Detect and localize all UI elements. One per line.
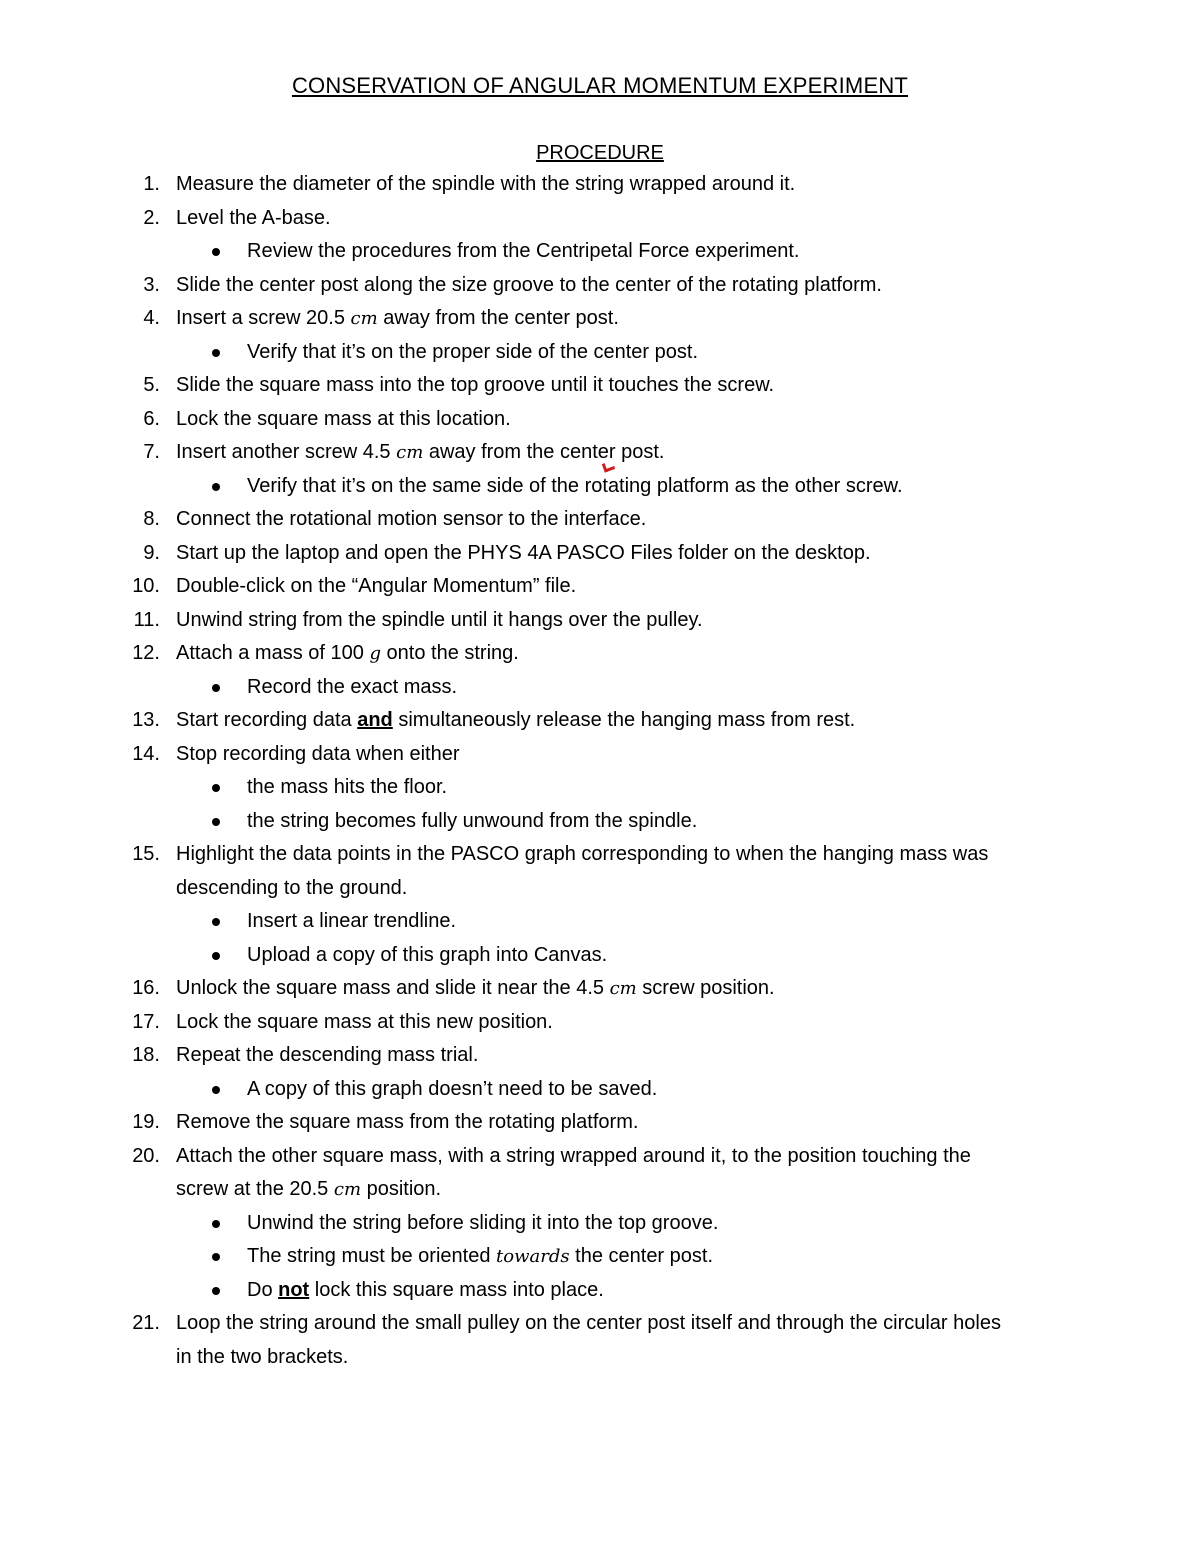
bullet-icon	[212, 918, 220, 926]
line-text: Remove the square mass from the rotating platform.	[176, 1111, 639, 1133]
text-segment: Do	[247, 1278, 279, 1301]
bullet-icon	[212, 1287, 220, 1295]
line-text: Measure the diameter of the spindle with the string wrapped around it.	[176, 173, 796, 195]
step-number: 17.	[132, 1010, 160, 1033]
text-segment: lock this square mass into place.	[309, 1278, 604, 1301]
line-text: Highlight the data points in the PASCO graph corresponding to when the hanging mass was	[176, 843, 989, 865]
bullet-icon	[212, 1253, 220, 1261]
line-text: Record the exact mass.	[247, 675, 458, 698]
text-segment: away from the center post.	[423, 441, 665, 463]
procedure-step	[0, 369, 1200, 403]
line-text: Slide the center post along the size groove to the center of the rotating platform.	[176, 273, 882, 296]
bullet-line	[0, 671, 1200, 705]
bullet-icon	[212, 1086, 220, 1094]
procedure-step	[0, 403, 1200, 437]
line-text: Double-click on the “Angular Momentum” file.	[176, 575, 577, 597]
line-text	[247, 1240, 713, 1274]
step-number: 11.	[133, 608, 160, 631]
text-segment: onto the string.	[380, 642, 519, 664]
bullet-icon	[212, 952, 220, 960]
text-segment: Unlock the square mass and slide it near the 4.5	[176, 977, 610, 999]
text-segment: screw position.	[636, 977, 775, 999]
emphasis-term: not	[278, 1278, 310, 1301]
line-text	[176, 302, 619, 336]
text-segment: Attach a mass of 100	[176, 642, 370, 664]
italic-term: cm	[350, 308, 378, 329]
bullet-line	[0, 235, 1200, 269]
line-text: the mass hits the floor.	[247, 776, 448, 798]
text-segment: Start recording data	[176, 709, 358, 731]
bullet-line	[0, 1274, 1200, 1308]
bullet-icon	[212, 818, 220, 826]
line-text	[176, 972, 775, 1006]
procedure-step	[0, 604, 1200, 638]
step-number: 19.	[132, 1111, 160, 1133]
line-text: Unwind the string before sliding it into the top groove.	[247, 1211, 719, 1234]
procedure-step	[0, 269, 1200, 303]
procedure-step	[0, 838, 1200, 872]
bullet-icon	[212, 784, 220, 792]
text-segment: away from the center post.	[377, 307, 619, 329]
line-text: Lock the square mass at this new position.	[176, 1010, 553, 1033]
bullet-icon	[212, 684, 220, 692]
line-text: A copy of this graph doesn’t need to be saved.	[247, 1077, 658, 1100]
italic-term: cm	[333, 1179, 362, 1200]
text-segment: position.	[361, 1178, 442, 1200]
line-text: Loop the string around the small pulley on the center post itself and through the circular holes	[176, 1312, 1001, 1334]
bullet-icon	[212, 1220, 220, 1228]
procedure-step	[0, 503, 1200, 537]
line-text: Level the A-base.	[176, 206, 331, 229]
line-text	[247, 1274, 604, 1308]
procedure-list	[0, 168, 1200, 1374]
line-text: Verify that it’s on the same side of the rotating platform as the other screw.	[247, 474, 903, 497]
procedure-step	[0, 637, 1200, 671]
line-text: in the two brackets.	[176, 1345, 349, 1368]
line-text: Start up the laptop and open the PHYS 4A PASCO Files folder on the desktop.	[176, 541, 871, 564]
procedure-step	[0, 704, 1200, 738]
bullet-icon	[212, 349, 220, 357]
line-text: Attach the other square mass, with a string wrapped around it, to the position touching the	[176, 1144, 971, 1167]
bullet-line	[0, 805, 1200, 839]
step-number: 5.	[143, 374, 160, 396]
text-segment: Insert a screw 20.5	[176, 307, 351, 329]
procedure-step	[0, 1039, 1200, 1073]
italic-term: towards	[496, 1246, 570, 1267]
step-number: 12.	[132, 642, 160, 664]
emphasis-term: and	[357, 709, 393, 731]
line-text: Review the procedures from the Centripetal Force experiment.	[247, 240, 800, 262]
step-number: 2.	[143, 206, 160, 229]
line-text: Insert a linear trendline.	[247, 910, 457, 932]
bullet-line	[0, 1073, 1200, 1107]
text-segment: Insert another screw 4.5	[176, 441, 397, 463]
line-text: Upload a copy of this graph into Canvas.	[247, 943, 608, 966]
procedure-step	[0, 972, 1200, 1006]
line-text: Stop recording data when either	[176, 742, 460, 765]
step-number: 9.	[143, 541, 160, 564]
line-text: the string becomes fully unwound from the spindle.	[247, 809, 698, 832]
line-text	[176, 436, 665, 470]
line-text: Lock the square mass at this location.	[176, 407, 511, 430]
line-text: Verify that it’s on the proper side of the center post.	[247, 340, 699, 363]
procedure-step	[0, 1106, 1200, 1140]
procedure-step	[0, 436, 1200, 470]
line-text	[176, 704, 855, 738]
italic-term: cm	[609, 978, 637, 999]
line-text: Unwind string from the spindle until it hangs over the pulley.	[176, 608, 703, 631]
procedure-step	[0, 537, 1200, 571]
bullet-icon	[212, 483, 220, 491]
line-text: descending to the ground.	[176, 876, 408, 899]
procedure-step	[0, 202, 1200, 236]
bullet-line	[0, 1240, 1200, 1274]
bullet-line	[0, 336, 1200, 370]
step-number: 1.	[143, 173, 160, 195]
procedure-step	[0, 168, 1200, 202]
text-segment: simultaneously release the hanging mass from rest.	[392, 709, 856, 731]
bullet-line	[0, 470, 1200, 504]
procedure-step	[0, 738, 1200, 772]
line-text	[176, 637, 519, 671]
line-text: Repeat the descending mass trial.	[176, 1044, 479, 1066]
text-segment: The string must be oriented	[247, 1245, 497, 1267]
step-number: 15.	[132, 843, 160, 865]
line-text: Connect the rotational motion sensor to the interface.	[176, 508, 647, 530]
step-number: 18.	[132, 1044, 160, 1066]
procedure-step	[0, 1006, 1200, 1040]
step-number: 13.	[132, 709, 160, 731]
step-number: 4.	[143, 307, 160, 329]
line-text	[176, 1173, 441, 1207]
procedure-step	[0, 570, 1200, 604]
continuation-line	[0, 1341, 1200, 1375]
step-number: 14.	[132, 742, 160, 765]
bullet-line	[0, 771, 1200, 805]
step-number: 16.	[132, 977, 160, 999]
step-number: 6.	[143, 407, 160, 430]
step-number: 21.	[132, 1312, 160, 1334]
bullet-line	[0, 939, 1200, 973]
procedure-step	[0, 1140, 1200, 1174]
step-number: 3.	[143, 273, 160, 296]
continuation-line	[0, 1173, 1200, 1207]
bullet-line	[0, 905, 1200, 939]
continuation-line	[0, 872, 1200, 906]
procedure-step	[0, 1307, 1200, 1341]
step-number: 20.	[132, 1144, 160, 1167]
italic-term: g	[369, 643, 381, 664]
step-number: 8.	[143, 508, 160, 530]
document-title: CONSERVATION OF ANGULAR MOMENTUM EXPERIMENT	[291, 73, 909, 98]
section-heading: PROCEDURE	[536, 142, 664, 164]
step-number: 7.	[143, 441, 160, 463]
bullet-line	[0, 1207, 1200, 1241]
bullet-icon	[212, 248, 220, 256]
italic-term: cm	[396, 442, 424, 463]
procedure-step	[0, 302, 1200, 336]
text-segment: screw at the 20.5	[176, 1178, 334, 1200]
step-number: 10.	[132, 575, 160, 597]
text-segment: the center post.	[569, 1245, 714, 1267]
line-text: Slide the square mass into the top groove until it touches the screw.	[176, 374, 775, 396]
